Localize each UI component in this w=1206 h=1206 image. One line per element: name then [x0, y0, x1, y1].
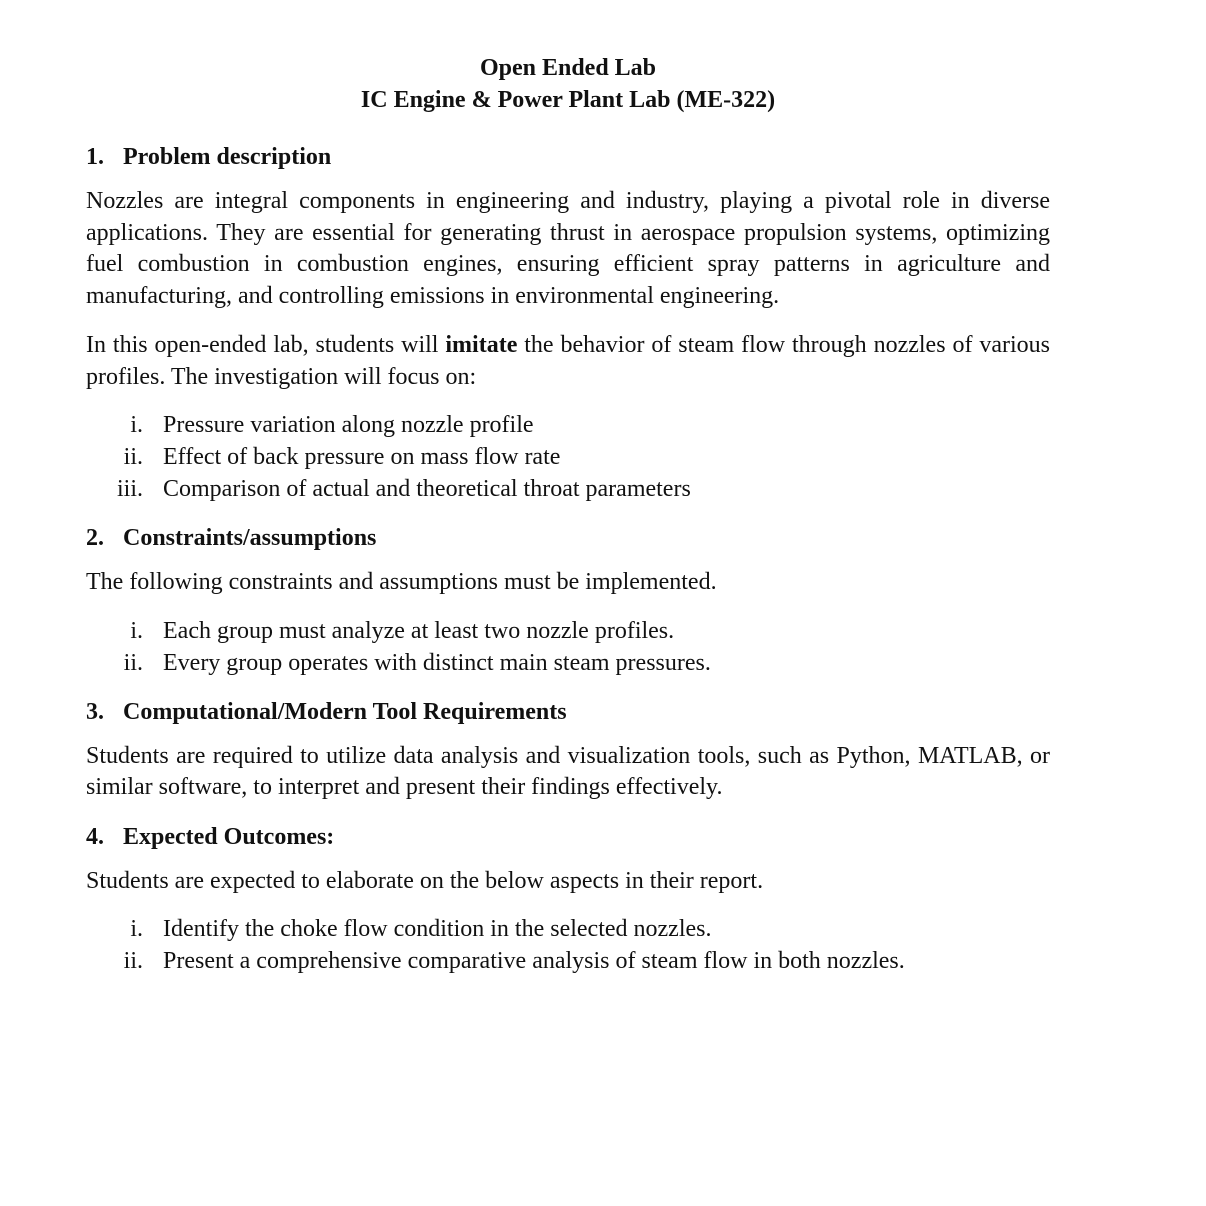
section-number: 2.	[86, 525, 104, 551]
list-item-text: Identify the choke flow condition in the selected nozzles.	[163, 916, 712, 942]
list-item	[86, 615, 1050, 647]
list-item	[86, 473, 1050, 505]
problem-description-paragraph: Nozzles are integral components in engineering and industry, playing a pivotal role in diverse applications. They are essential for generating thrust in aerospace propulsion systems, optimizing fuel combustion in combustion engines, ensuring efficient spray patterns in agriculture and manufacturing, and controlling emissions in environmental engineering.	[86, 188, 1050, 309]
outcomes-list	[86, 913, 1050, 977]
section-title: Constraints/assumptions	[123, 525, 377, 551]
section-title: Problem description	[123, 144, 332, 170]
list-item-text: Each group must analyze at least two nozzle profiles.	[163, 617, 675, 644]
tool-requirements-paragraph: Students are required to utilize data analysis and visualization tools, such as Python, MATLAB, or similar software, to interpret and present their findings effectively.	[86, 742, 1050, 800]
list-item	[86, 913, 1050, 945]
list-item	[86, 409, 1050, 441]
list-item	[86, 945, 1050, 977]
paragraph-text-start: In this open-ended lab, students will	[86, 332, 446, 358]
list-marker: ii.	[123, 948, 143, 974]
list-marker: ii.	[123, 444, 143, 470]
section-title: Computational/Modern Tool Requirements	[123, 698, 567, 725]
list-item-text: Effect of back pressure on mass flow rate	[163, 444, 561, 470]
section-heading-constraints	[86, 523, 1050, 553]
section-number: 1.	[86, 144, 104, 170]
section-number: 4.	[86, 823, 104, 850]
paragraph-text-end: the behavior of steam flow through nozzles of various profiles. The investigation will focus on:	[86, 332, 1050, 390]
list-marker: ii.	[123, 649, 143, 676]
list-marker: iii.	[116, 476, 143, 502]
list-item	[86, 647, 1050, 679]
list-item-text: Pressure variation along nozzle profile	[163, 412, 534, 438]
document-subtitle: IC Engine & Power Plant Lab (ME-322)	[360, 87, 776, 113]
document-page	[86, 52, 1050, 977]
emphasis-imitate: imitate	[445, 332, 518, 358]
section-heading-tool-requirements	[86, 697, 1050, 727]
constraints-list	[86, 615, 1050, 679]
section-title: Expected Outcomes:	[123, 823, 335, 850]
list-marker: i.	[130, 412, 143, 438]
constraints-paragraph: The following constraints and assumptions must be implemented.	[86, 569, 717, 595]
section-heading-problem-description	[86, 142, 1050, 172]
investigation-paragraph	[86, 330, 1050, 393]
document-title: Open Ended Lab	[479, 55, 657, 81]
list-item	[86, 441, 1050, 473]
section-number: 3.	[86, 698, 104, 725]
expected-outcomes-paragraph: Students are expected to elaborate on the below aspects in their report.	[86, 867, 764, 894]
list-item-text: Present a comprehensive comparative analysis of steam flow in both nozzles.	[163, 948, 905, 974]
list-item-text: Comparison of actual and theoretical throat parameters	[163, 476, 691, 502]
section-heading-expected-outcomes	[86, 822, 1050, 852]
list-item-text: Every group operates with distinct main steam pressures.	[163, 649, 711, 676]
list-marker: i.	[130, 916, 143, 942]
list-marker: i.	[130, 617, 143, 644]
focus-list	[86, 409, 1050, 505]
